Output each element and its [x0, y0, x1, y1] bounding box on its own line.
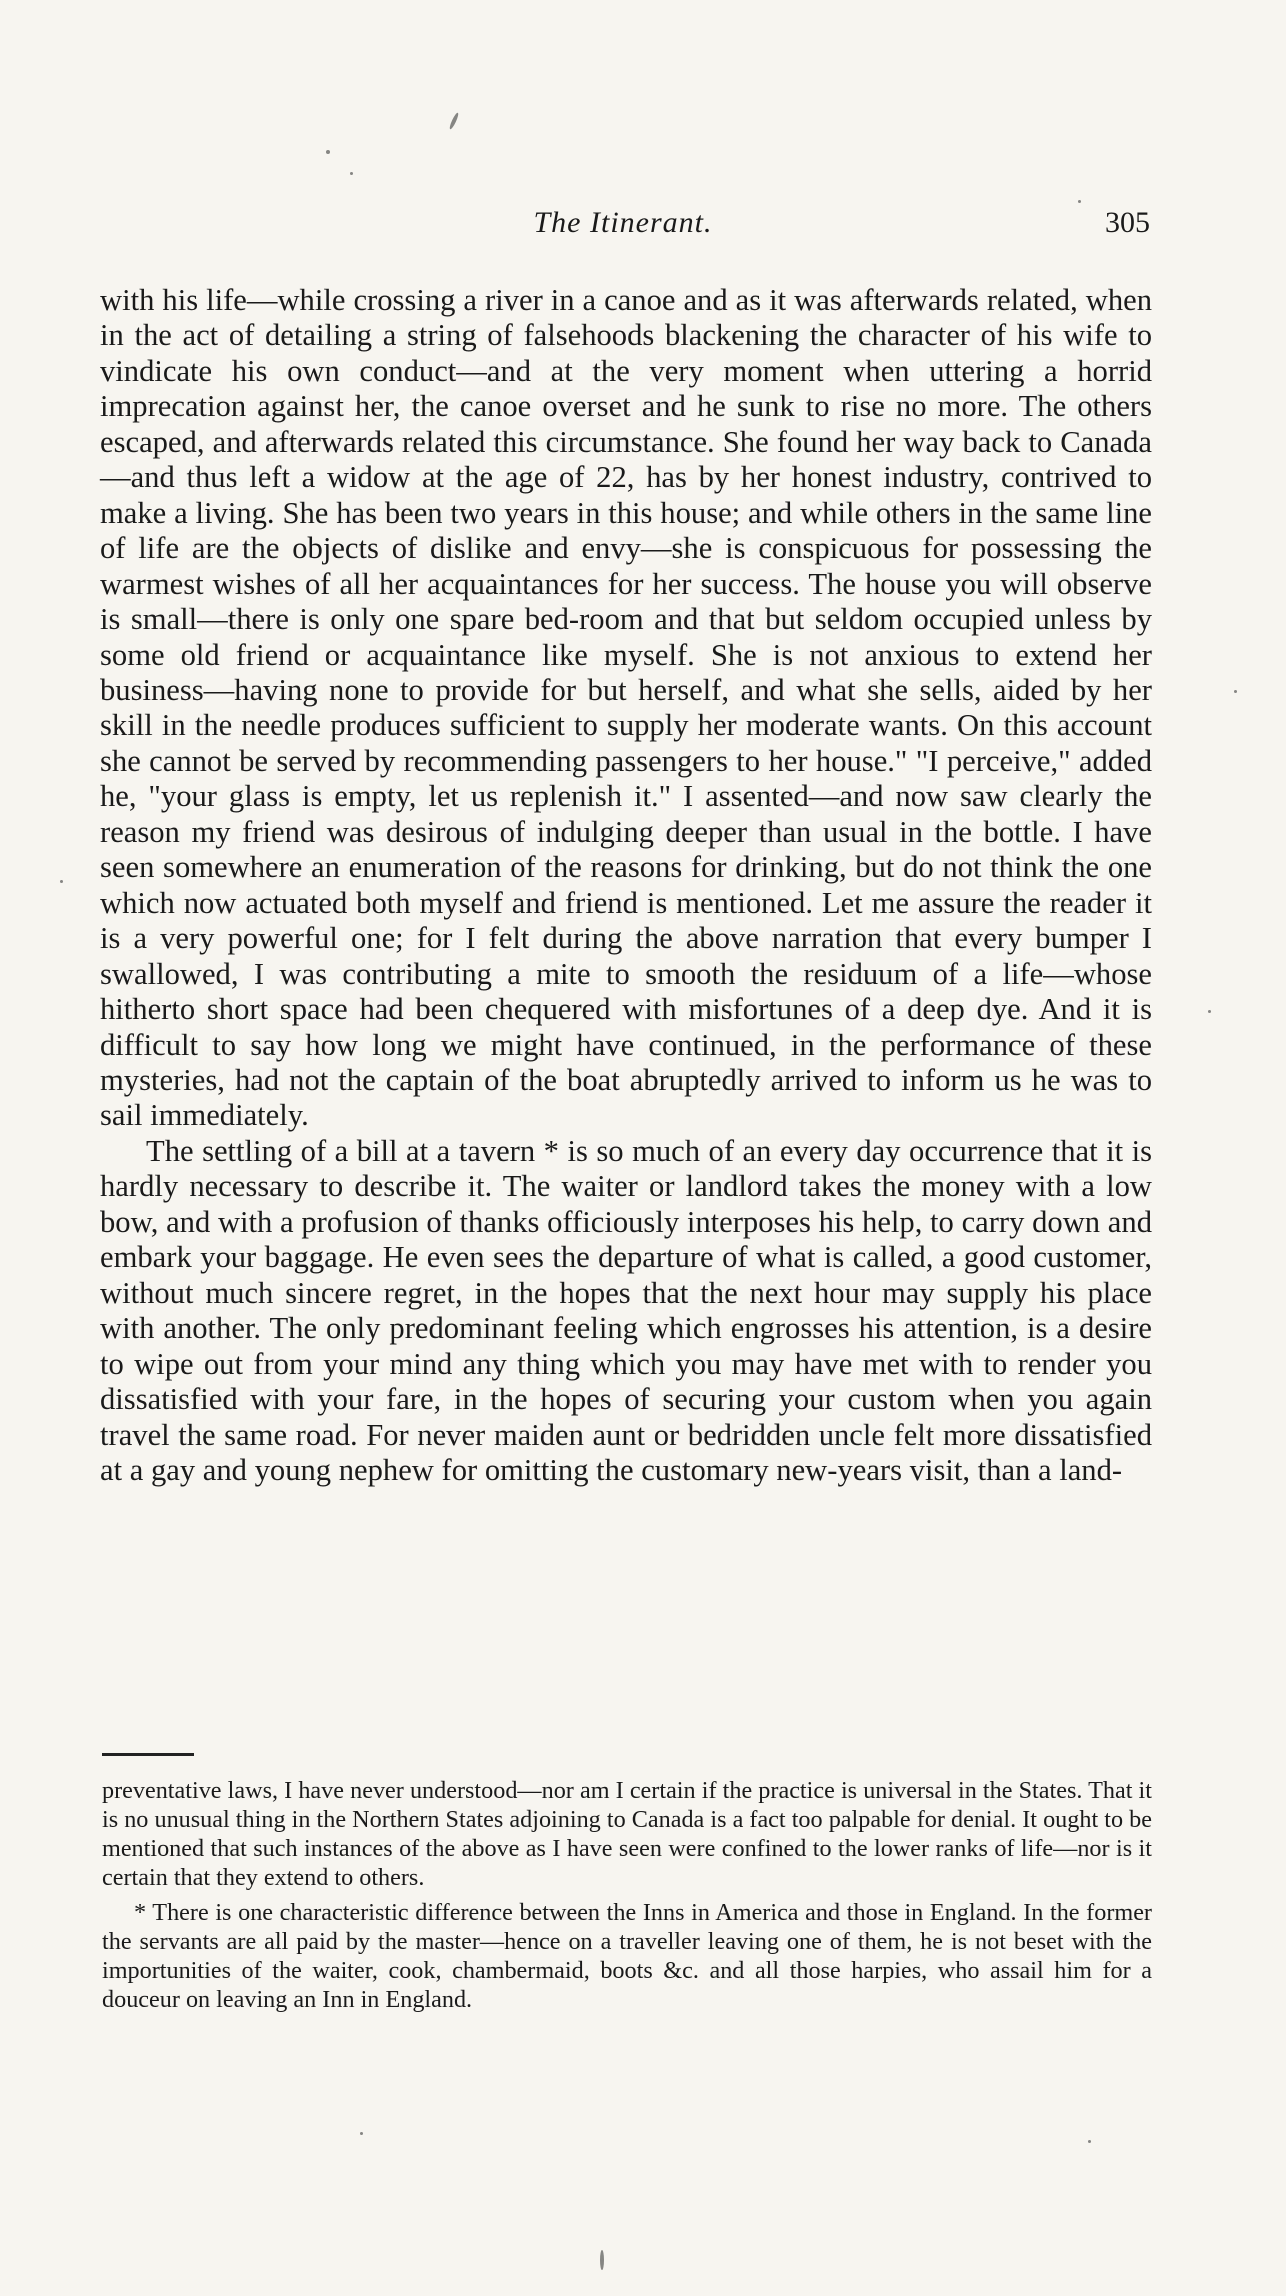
footnote-continued: preventative laws, I have never understood—nor am I certain if the practice is universal in the States. That it is no unusual thing in the Northern States adjoining to Canada is a fact too palpable for denial. It ought to be mentioned that such instances of the above as I have seen were confined to the lower ranks of life—nor is it certain that they extend to others.: [102, 1777, 1152, 1891]
footnote-rule: [102, 1753, 194, 1756]
footnote-asterisk: * There is one characteristic difference between the Inns in America and those in England. In the former the servants are all paid by the master—hence on a traveller leaving one of them, he is not beset with the importunities of the waiter, cook, chambermaid, boots &c. and all those harpies, who assail him for a douceur on leaving an Inn in England.: [102, 1899, 1152, 2013]
running-title: The Itinerant.: [533, 206, 713, 239]
main-text: [100, 283, 1152, 1488]
paragraph-1: with his life—while crossing a river in a canoe and as it was afterwards related, when in the act of detailing a string of falsehoods blackening the character of his wife to vindicate his own conduct—and at the very moment when uttering a horrid imprecation against her, the canoe overset and he sunk to rise no more. The others escaped, and afterwards related this circumstance. She found her way back to Canada—and thus left a widow at the age of 22, has by her honest industry, contrived to make a living. She has been two years in this house; and while others in the same line of life are the objects of dislike and envy—she is conspicuous for possessing the warmest wishes of all her acquaintances for her success. The house you will observe is small—there is only one spare bed-room and that but seldom occupied unless by some old friend or acquaintance like myself. She is not anxious to extend her business—having none to provide for but herself, and what she sells, aided by her skill in the needle produces sufficient to supply her moderate wants. On this account she cannot be served by recommending passengers to her house." "I perceive," added he, "your glass is empty, let us replenish it." I assented—and now saw clearly the reason my friend was desirous of indulging deeper than usual in the bottle. I have seen somewhere an enumeration of the reasons for drinking, but do not think the one which now actuated both myself and friend is mentioned. Let me assure the reader it is a very powerful one; for I felt during the above narration that every bumper I swallowed, I was contributing a mite to smooth the residuum of a life—whose hitherto short space had been chequered with misfortunes of a deep dye. And it is difficult to say how long we might have continued, in the performance of these mysteries, had not the captain of the boat abruptedly arrived to inform us he was to sail immediately.: [100, 283, 1152, 1133]
paragraph-2: The settling of a bill at a tavern * is so much of an every day occurrence that it is hardly necessary to describe it. The waiter or landlord takes the money with a low bow, and with a profusion of thanks officiously interposes his help, to carry down and embark your baggage. He even sees the departure of what is called, a good customer, without much sincere regret, in the hopes that the next hour may supply his place with another. The only predominant feeling which engrosses his attention, is a desire to wipe out from your mind any thing which you may have met with to render you dissatisfied with your fare, in the hopes of securing your custom when you again travel the same road. For never maiden aunt or bedridden uncle felt more dissatisfied at a gay and young nephew for omitting the customary new-years visit, than a land-: [100, 1133, 1152, 1487]
page-number: 305: [1105, 206, 1150, 239]
page-header: [96, 206, 1150, 250]
footnotes: [102, 1776, 1152, 2014]
